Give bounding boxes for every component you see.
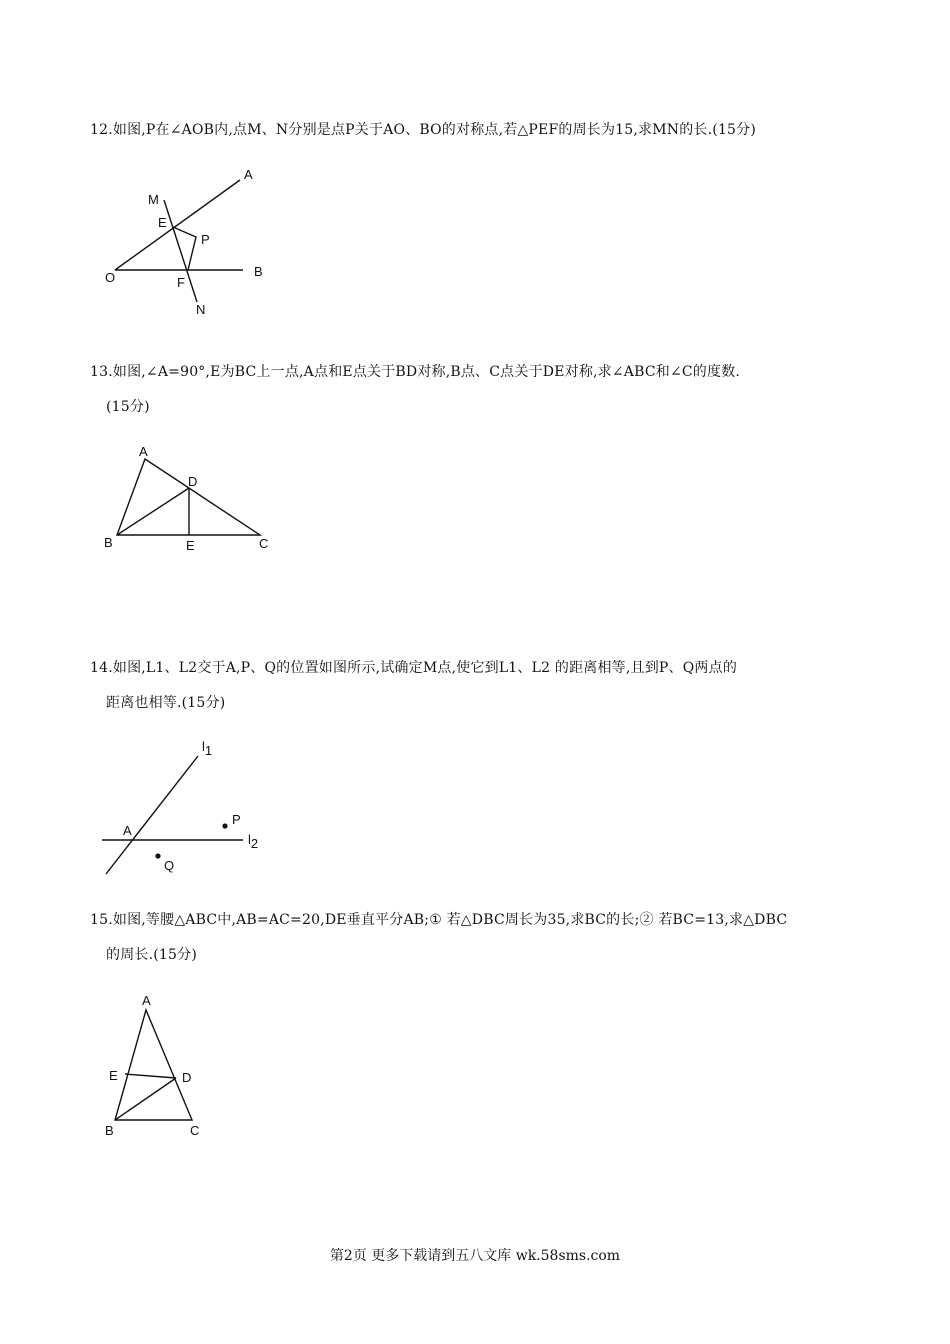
question-15-line1: 15.如图,等腰△ABC中,AB=AC=20,DE垂直平分AB;① 若△DBC周长为35,求BC的长;② 若BC=13,求△DBC: [90, 912, 788, 928]
point-p: [222, 823, 227, 828]
label-b: B: [254, 264, 263, 279]
question-13-line2: (15分): [106, 399, 150, 415]
point-q: [155, 853, 160, 858]
label-a: A: [123, 823, 132, 838]
question-15: [90, 903, 870, 973]
question-14-line2: 距离也相等.(15分): [106, 695, 226, 711]
label-p: P: [232, 812, 241, 827]
question-12: [90, 113, 870, 148]
label-a: A: [244, 167, 253, 182]
segment-bd: [117, 488, 189, 535]
figure-13: [100, 440, 280, 560]
triangle-abc: [115, 1010, 192, 1120]
question-14: [90, 651, 870, 721]
label-c: C: [190, 1123, 200, 1138]
label-o: O: [105, 270, 116, 285]
label-m: M: [148, 192, 159, 207]
label-b: B: [105, 1123, 114, 1138]
figure-15: [100, 985, 220, 1145]
label-e: E: [109, 1068, 118, 1083]
label-n: N: [196, 302, 206, 317]
label-q: Q: [164, 858, 175, 873]
line-l1: [106, 756, 198, 874]
page-footer: 第2页 更多下载请到五八文库 wk.58sms.com: [329, 1248, 621, 1264]
question-12-text: 12.如图,P在∠AOB内,点M、N分别是点P关于AO、BO的对称点,若△PEF的周长为15,求MN的长.(15分): [90, 122, 757, 138]
label-f: F: [177, 275, 185, 290]
label-l2: l2: [248, 832, 259, 851]
label-d: D: [188, 474, 198, 489]
segment-ed: [125, 1074, 176, 1078]
label-e: E: [186, 538, 195, 553]
label-d: D: [182, 1070, 192, 1085]
question-15-line2: 的周长.(15分): [106, 947, 197, 963]
figure-14: [95, 735, 275, 880]
label-b: B: [104, 535, 113, 550]
ray-oa: [115, 180, 240, 270]
question-13-line1: 13.如图,∠A=90°,E为BC上一点,A点和E点关于BD对称,B点、C点关于DE对称,求∠ABC和∠C的度数.: [90, 364, 741, 380]
figure-12: [100, 160, 280, 320]
question-13: [90, 355, 870, 425]
question-14-line1: 14.如图,L1、L2交于A,P、Q的位置如图所示,试确定M点,使它到L1、L2 的距离相等,且到P、Q两点的: [90, 660, 738, 676]
label-e: E: [158, 215, 167, 230]
segment-bd: [115, 1078, 176, 1120]
label-c: C: [259, 536, 269, 551]
label-l1: l1: [202, 739, 213, 758]
label-p: P: [201, 232, 210, 247]
label-a: A: [139, 444, 148, 459]
label-a: A: [142, 993, 151, 1008]
